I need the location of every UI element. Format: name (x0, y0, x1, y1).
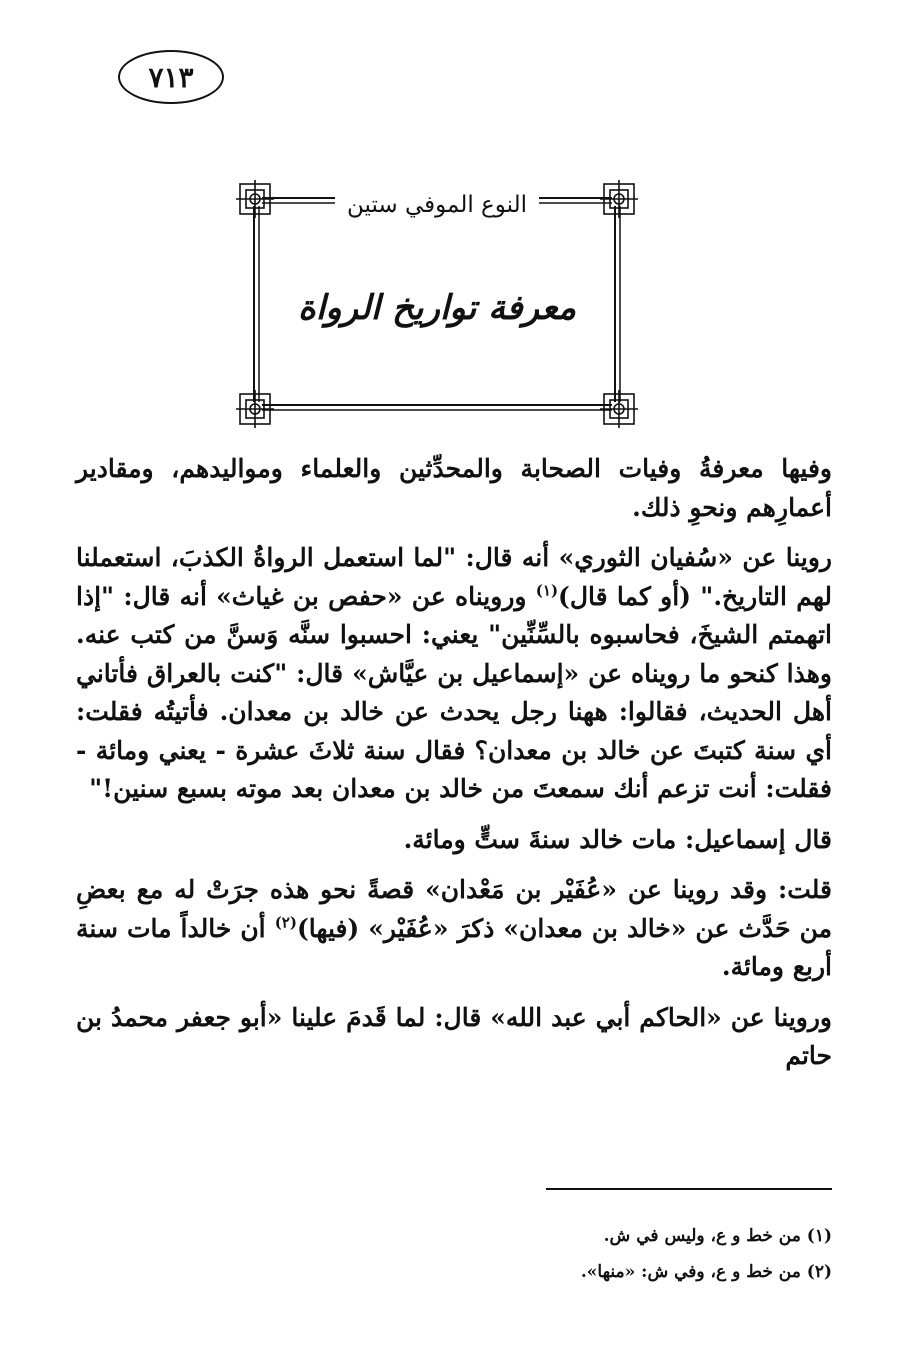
paragraph: قلت: وقد روينا عن «عُفَيْر بن مَعْدان» قصةً نحو هذه جرَتْ له مع بعضِ من حَدَّث عن «خالد بن معدان» ذكرَ «عُفَيْر» (فيها)$^{(٢)}$ أن خالداً مات سنة أربع ومائة. (76, 875, 832, 981)
chapter-title-frame (232, 176, 642, 432)
paragraph: وفيها معرفةُ وفيات الصحابة والمحدِّثين والعلماء ومواليدهم، ومقادير أعمارِهم ونحوِ ذلك. (76, 454, 832, 522)
main-text (76, 450, 832, 1088)
chapter-label: النوع الموفي ستين (232, 188, 642, 222)
footnote-divider (546, 1188, 832, 1190)
footnote-ref: (٢) (274, 913, 297, 932)
paragraph: وروينا عن «الحاكم أبي عبد الله» قال: لما قَدمَ علينا «أبو جعفر محمدُ بن حاتم (76, 1002, 832, 1070)
footnote-ref: (١) (535, 581, 559, 600)
page-number: ٧١٣ (118, 50, 224, 104)
paragraph: روينا عن «سُفيان الثوري» أنه قال: "لما استعمل الرواةُ الكذبَ، استعملنا لهم التاريخ." (أو كما قال)$^{(١)}$ ورويناه عن «حفص بن غياث» أنه قال: "إذا اتهمتم الشيخَ، فحاسبوه بالسِّنِّين" يعني: احسبوا سنَّه وَسنَّ من كتب عنه. وهذا كنحو ما رويناه عن «إسماعيل بن عيَّاش» قال: "كنت بالعراق فأتاني أهل الحديث، فقالوا: ههنا رجل يحدث عن خالد بن معدان. فأتيتُه فقلت: أي سنة كتبتَ عن خالد بن معدان؟ فقال سنة ثلاثَ عشرة - يعني ومائة - فقلت: أنت تزعم أنك سمعتَ من خالد بن معدان بعد موته بسبع سنين!" (76, 543, 832, 803)
paragraph: قال إسماعيل: مات خالد سنةَ ستٍّ ومائة. (403, 824, 832, 854)
chapter-title: معرفة تواريخ الرواة (297, 288, 577, 328)
footnote: (٢) من خط و ع، وفي ش: «منها». (580, 1262, 832, 1282)
footnotes (76, 1220, 832, 1292)
footnote: (١) من خط و ع، وليس في ش. (603, 1226, 832, 1246)
